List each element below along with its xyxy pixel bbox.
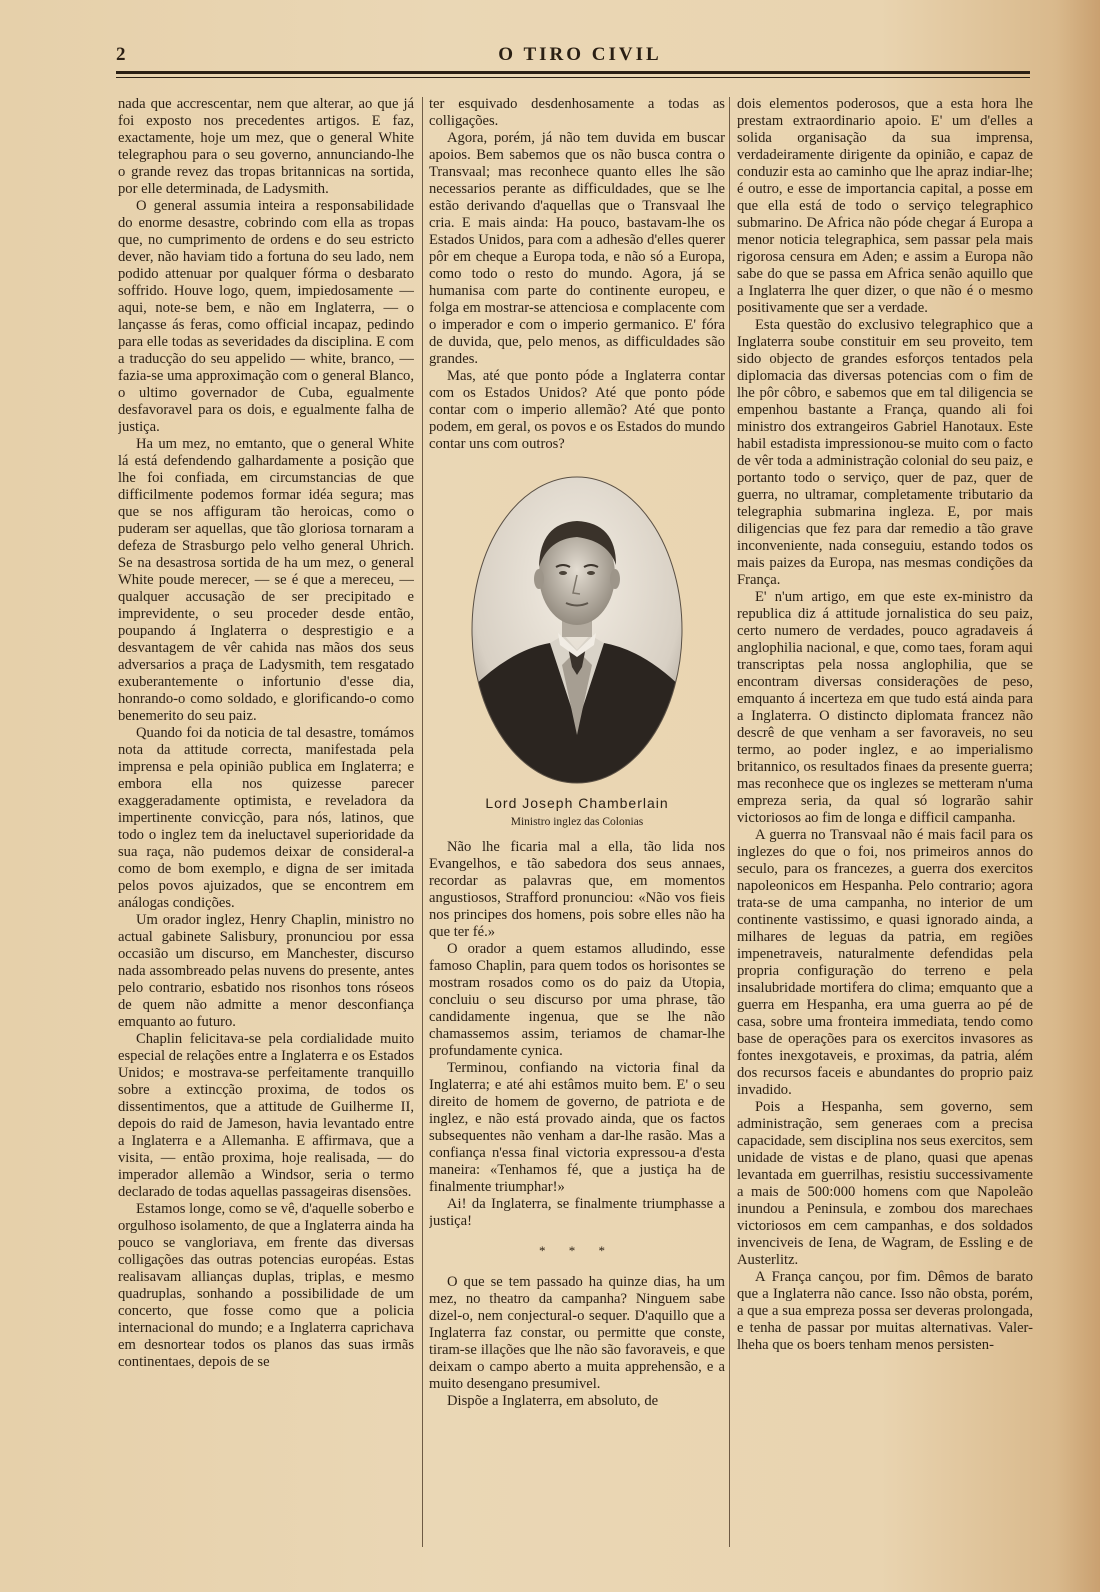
paragraph: Pois a Hespanha, sem governo, sem administração, sem generaes com a precisa capacidade, sem disciplina nos seus exercitos, sem unidade de vistas e de plano, quasi que apenas levantada em guerrilhas, resistiu successivamente a mais de 500:000 homens com que Napoleão inundou a Peninsula, e zombou dos marechaes victoriosos em cem campanhas, e dos soldados invenciveis de Iena, de Wagram, de Essling e de Austerlitz. (737, 1099, 1033, 1268)
paragraph: Terminou, confiando na victoria final da Inglaterra; e até ahi estâmos muito bem. E' o seu direito de homem de governo, de patriota e de inglez, e não está provado ainda, que os factos subsequentes não venham a dar-lhe rasão. Mas a confiança n'essa final victoria expressou-a d'esta maneira: «Tenhamos fé, que a justiça ha de finalmente triumphar!» (429, 1060, 725, 1195)
portrait-caption-name: Lord Joseph Chamberlain (485, 795, 669, 811)
page-number: 2 (116, 44, 126, 65)
column-divider-2 (729, 97, 730, 1547)
section-asterism: * * * (539, 1243, 615, 1258)
portrait-caption-subtitle: Ministro inglez das Colonias (510, 816, 644, 828)
header-rule-thick (116, 71, 1030, 74)
paragraph: O que se tem passado ha quinze dias, ha um mez, no theatro da campanha? Ninguem sabe dizel-o, nem conjectural-o sequer. D'aquillo que a Inglaterra faz constar, ou permitte que conste, tiram-se illações que lhe não são favoraveis, e que deixam o campo aberto a muita apprehensão, e a muito desengano presumivel. (429, 1274, 725, 1392)
paragraph: A guerra no Transvaal não é mais facil para os inglezes do que o foi, nos primeiros annos do seculo, para os francezes, a guerra dos exercitos napoleonicos em Hespanha. Pelo contrario; agora trata-se de uma campanha, no interior de um continente vastissimo, e quasi ignorado ainda, a milhares de leguas da patria, em regiões impenetraveis, naturalmente defendidas pela propria configuração do terreno e pela insalubridade mortifera do clima; emquanto que a guerra em Hespanha, era uma guerra ao pé de casa, sobre uma fronteira immediata, tendo como base de operações para os exercitos invasores as fontes inexgotaveis, e proximas, da patria, além dos recursos faceis e abundantes do proprio paiz invadido. (737, 827, 1033, 1098)
article-column-3 (737, 96, 1033, 1552)
paragraph: Não lhe ficaria mal a ella, tão lida nos Evangelhos, e tão sabedora dos seus annaes, recordar as palavras que, em momentos angustiosos, Strafford pronunciou: «Não vos fieis nos principes dos homens, pois sobre elles não ha que ter fé.» (429, 839, 725, 940)
article-column-2 (429, 96, 725, 1552)
paragraph: Dispõe a Inglaterra, em absoluto, de (447, 1393, 659, 1409)
masthead: O TIRO CIVIL (498, 44, 662, 65)
portrait-figure (429, 475, 725, 831)
portrait-image (470, 475, 684, 785)
paragraph: Chaplin felicitava-se pela cordialidade muito especial de relações entre a Inglaterra e os Estados Unidos; e mostrava-se perfeitamente tranquillo sobre a extincção proxima, de todos os dissentimentos, que a attitude de Guilherme II, depois do raid de Jameson, havia levantado entre a Inglaterra e a Allemanha. E affirmava, que a visita, — então proxima, hoje realisada, — do imperador allemão a Windsor, seria o termo declarado de todas aquellas passageiras disensões. (118, 1031, 414, 1200)
paragraph: A França cançou, por fim. Dêmos de barato que a Inglaterra não cance. Isso não obsta, porém, a que a sua empreza possa ser deveras prolongada, e tenha de passar por muitas alternativas. Valer-lheha que os boers tenham menos persisten- (737, 1269, 1033, 1353)
paragraph: dois elementos poderosos, que a esta hora lhe prestam extraordinario apoio. E' um d'elles a solida organisação da sua imprensa, verdadeiramente dirigente da opinião, e capaz de conduzir esta ao caminho que lhe apraz indiar-lhe; é outro, e esse de importancia capital, a posse em que ella está de todo o serviço telegraphico submarino. De Africa não póde chegar á Europa a menor noticia telegraphica, sem passar pela mais rigorosa censura em Aden; e assim a Europa não sabe do que se passa em Africa senão aquillo que a Inglaterra lhe quer dizer, o que não é o mesmo positivamente que ser a verdade. (737, 96, 1033, 316)
paragraph: Esta questão do exclusivo telegraphico que a Inglaterra soube constituir em seu proveito, tem sido objecto de grandes esforços tentados pela diplomacia das diversas potencias com o fim de lhe pôr côbro, e sabemos que em tal diligencia se empenhou bastante a França, quando ali foi ministro dos extrangeiros Gabriel Hanotaux. Este habil estadista impressionou-se muito com o facto de vêr toda a administração colonial do seu paiz, e portanto todo o serviço, quer de paz, quer de guerra, no ultramar, completamente tributario da telegraphia submarina ingleza. E, por mais diligencias que fez para dar remedio a tão grave inconveniente, nada conseguiu, estando todos os mais paizes da Europa, nas mesmas condições da França. (737, 317, 1033, 588)
paragraph: Mas, até que ponto póde a Inglaterra contar com os Estados Unidos? Até que ponto póde contar com o imperio allemão? Até que ponto podem, em geral, os povos e os Estados do mundo contar uns com outros? (429, 368, 725, 452)
paragraph: Ha um mez, no emtanto, que o general White lá está defendendo galhardamente a posição que lhe foi confiada, em circumstancias de que difficilmente podemos formar idéa segura; mas que se nos affiguram tão heroicas, como o puderam ser aquellas, que tão gloriosa tornaram a defeza de Strasburgo pelo velho general Uhrich. Se na desastrosa sortida de ha um mez, o general White poude merecer, — se é que a mereceu, — qualquer accusação de ser precipitado e imprevidente, o seu proceder desde então, poupando á Inglaterra o desprestigio e a desvantagem de vêr cahida nas mãos dos seus adversarios a praça de Ladysmith, tem resgatado exuberantemente o infortunio d'esse dia, honrando-o como soldado, e glorificando-o como benemerito do seu paiz. (118, 436, 414, 724)
paragraph: Um orador inglez, Henry Chaplin, ministro no actual gabinete Salisbury, pronunciou por essa occasião um discurso, em Manchester, discurso nada assombreado pelas nuvens do presente, antes pelo contrario, esbatido nos risonhos tons róseos de quem não admitte a menor desconfiança emquanto ao futuro. (118, 912, 414, 1030)
paragraph: ter esquivado desdenhosamente a todas as colligações. (429, 96, 725, 129)
paragraph: Quando foi da noticia de tal desastre, tomámos nota da attitude correcta, manifestada pela imprensa e pela opinião publica em Inglaterra; e embora ella nos quizesse parecer exaggeradamente optimista, e reveladora da impertinente convicção, para nós, latinos, que todo o inglez tem da ineluctavel superioridade da sua raça, não pudemos deixar de consideral-a como de bom exemplo, e digna de ser imitada pelos povos ajuizados, que se encontrem em análogas condições. (118, 725, 414, 911)
header-rule-thin (116, 77, 1030, 78)
column-divider-1 (422, 97, 423, 1547)
article-column-1 (118, 96, 414, 1552)
paragraph: Estamos longe, como se vê, d'aquelle soberbo e orgulhoso isolamento, de que a Inglaterra ainda ha pouco se vangloriava, em frente das diversas colligações das outras potencias européas. Estas realisavam allianças duplas, triplas, e mesmo quadruplas, sonhando a possibilidade de um concerto, que fosse como que a policia internacional do mundo; e a Inglaterra caprichava em desnortear todos os planos das suas irmãs continentaes, depois de se (118, 1201, 414, 1370)
paragraph: E' n'um artigo, em que este ex-ministro da republica diz á attitude jornalistica do seu paiz, certo numero de verdades, pouco agradaveis á anglophilia nacional, e que, como taes, foram aqui transcriptas pela nossa anglophilia, que se encontram diversas considerações de peso, emquanto á incerteza em que tudo está ainda para a Inglaterra. O distincto diplomata francez não descrê de que venham a ser favoraveis, no seu termo, ao poder inglez, e ao imperialismo britannico, os resultados finaes da presente guerra; mas reconhece que os inglezes se metteram n'uma empreza seria, da qual só lograrão sahir victoriosos ao fim de longa e difficil campanha. (737, 589, 1033, 826)
paragraph: O orador a quem estamos alludindo, esse famoso Chaplin, para quem todos os horisontes se mostram rosados como os do paiz da Utopia, concluiu o seu discurso por uma phrase, tão candidamente ingenua, que se lhe não chamassemos assim, teriamos de chamar-lhe profundamente cynica. (429, 941, 725, 1059)
paragraph: O general assumia inteira a responsabilidade do enorme desastre, cobrindo com ella as tropas que, no cumprimento de ordens e do seu estricto dever, não haviam tido a fortuna do seu lado, nem podido attenuar por qualquer fórma o desbarato soffrido. Houve logo, quem, impiedosamente — aqui, note-se bem, e não em Inglaterra, — o lançasse ás feras, como official incapaz, pedindo para elle todas as severidades da disciplina. E com a traducção do seu appelido — white, branco, — fazia-se uma approximação com o general Blanco, o ultimo governador de Cuba, egualmente desfavoravel para os dois, e egualmente falha de justiça. (118, 198, 414, 435)
paragraph: Ai! da Inglaterra, se finalmente triumphasse a justiça! (429, 1196, 725, 1229)
paragraph: nada que accrescentar, nem que alterar, ao que já foi exposto nos precedentes artigos. E faz, exactamente, hoje um mez, que o general White telegraphou para o seu governo, annunciando-lhe o grande revez das tropas britannicas na sortida, por elle determinada, de Ladysmith. (118, 96, 414, 197)
paragraph: Agora, porém, já não tem duvida em buscar apoios. Bem sabemos que os não busca contra o Transvaal; mas reconhece quanto elles lhe são necessarios perante as difficuldades, que se lhe estão derivando d'aquellas que o Transvaal lhe cria. E mais ainda: Ha pouco, bastavam-lhe os Estados Unidos, para com a adhesão d'elles querer pôr em cheque a Europa toda, e não só a Europa, como todo o resto do mundo. Agora, já se humanisa com parte do continente europeu, e folga em mostrar-se attenciosa e complacente com o imperador e com o imperio germanico. E' fóra de duvida, que, pelo menos, as difficuldades são grandes. (429, 130, 725, 367)
